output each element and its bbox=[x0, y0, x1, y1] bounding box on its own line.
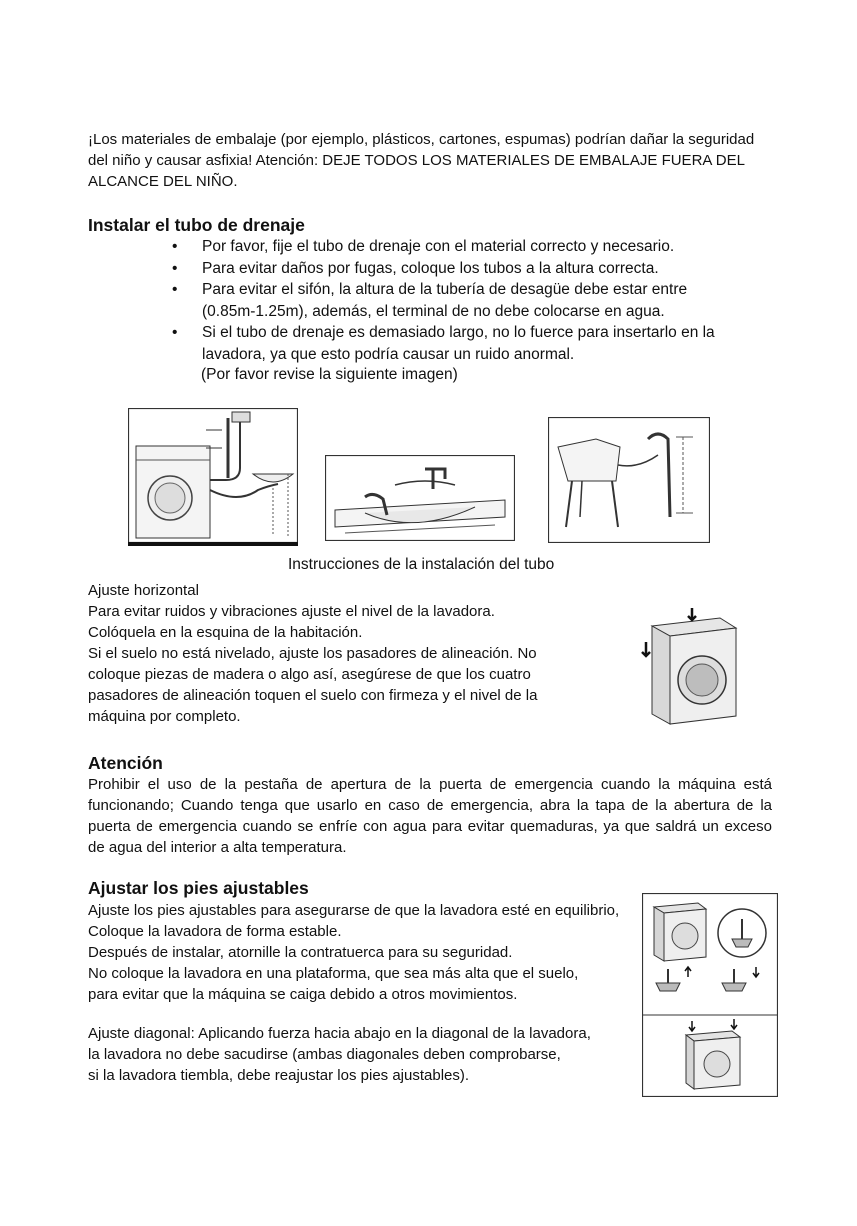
list-item bbox=[172, 258, 772, 280]
warning-line: del niño y causar asfixia! Atención: DEJE TODOS LOS MATERIALES DE EMBALAJE FUERA DEL bbox=[88, 152, 745, 169]
drain-standpipe-illustration bbox=[128, 408, 298, 550]
diagonal-line: Ajuste diagonal: Aplicando fuerza hacia abajo en la diagonal de la lavadora, bbox=[88, 1025, 591, 1042]
list-item-text: Para evitar daños por fugas, coloque los tubos a la altura correcta. bbox=[202, 259, 659, 277]
feet-line: para evitar que la máquina se caiga debido a otros movimientos. bbox=[88, 986, 518, 1003]
drain-sink-illustration bbox=[325, 455, 515, 541]
list-item-text: Si el tubo de drenaje es demasiado largo, no lo fuerce para insertarlo en la bbox=[202, 324, 715, 341]
bullet-glyph: • bbox=[172, 238, 178, 255]
list-item bbox=[172, 279, 772, 322]
horizontal-heading: Ajuste horizontal bbox=[88, 582, 199, 599]
packaging-warning bbox=[88, 129, 788, 192]
attention-line: Prohibir el uso de la pestaña de apertura de la puerta de emergencia cuando la máquina está bbox=[88, 776, 772, 793]
warning-line: ALCANCE DEL NIÑO. bbox=[88, 173, 238, 190]
feet-line: Ajuste los pies ajustables para asegurarse de que la lavadora esté en equilibrio, bbox=[88, 902, 620, 919]
feet-section-title: Ajustar los pies ajustables bbox=[88, 878, 309, 898]
drain-laundry-tub-illustration bbox=[548, 417, 710, 543]
warning-line: ¡Los materiales de embalaje (por ejemplo, plásticos, cartones, espumas) podrían dañar la seguridad bbox=[88, 131, 755, 148]
drain-section-title: Instalar el tubo de drenaje bbox=[88, 215, 305, 235]
feet-line: Coloque la lavadora de forma estable. bbox=[88, 923, 342, 940]
list-item-text: Por favor, fije el tubo de drenaje con el material correcto y necesario. bbox=[202, 238, 675, 255]
diagonal-line: si la lavadora tiembla, debe reajustar los pies ajustables). bbox=[88, 1067, 470, 1084]
horizontal-line: pasadores de alineación toquen el suelo con firmeza y el nivel de la bbox=[88, 687, 538, 704]
diagonal-paragraph bbox=[88, 1023, 638, 1086]
drain-note: (Por favor revise la siguiente imagen) bbox=[201, 366, 458, 383]
attention-title: Atención bbox=[88, 753, 163, 773]
horizontal-line: máquina por completo. bbox=[88, 708, 241, 725]
attention-line: de agua del interior a alta temperatura. bbox=[88, 839, 347, 856]
horizontal-adjustment bbox=[88, 580, 608, 727]
feet-line: No coloque la lavadora en una plataforma, que sea más alta que el suelo, bbox=[88, 965, 579, 982]
horizontal-line: Para evitar ruidos y vibraciones ajuste el nivel de la lavadora. bbox=[88, 603, 495, 620]
level-washer-illustration bbox=[640, 606, 740, 730]
list-item bbox=[172, 236, 772, 258]
diagonal-line: la lavadora no debe sacudirse (ambas diagonales deben comprobarse, bbox=[88, 1046, 561, 1063]
figure-caption: Instrucciones de la instalación del tubo bbox=[288, 556, 555, 573]
drain-instructions-list bbox=[172, 236, 772, 365]
list-item-text: lavadora, ya que esto podría causar un ruido anormal. bbox=[202, 345, 575, 363]
horizontal-line: Si el suelo no está nivelado, ajuste los pasadores de alineación. No bbox=[88, 645, 537, 662]
horizontal-line: Colóquela en la esquina de la habitación. bbox=[88, 624, 363, 641]
list-item-text: Para evitar el sifón, la altura de la tubería de desagüe debe estar entre bbox=[202, 281, 688, 298]
adjustable-feet-illustration bbox=[642, 893, 778, 1097]
bullet-glyph: • bbox=[172, 324, 178, 341]
bullet-glyph: • bbox=[172, 281, 178, 298]
attention-line: funcionando; Cuando tenga que usarlo en caso de emergencia, abra la tapa de la abertura de la bbox=[88, 797, 772, 814]
bullet-glyph: • bbox=[172, 259, 178, 277]
attention-paragraph bbox=[88, 774, 772, 858]
list-item-text: (0.85m-1.25m), además, el terminal de no debe colocarse en agua. bbox=[202, 302, 665, 320]
feet-line: Después de instalar, atornille la contratuerca para su seguridad. bbox=[88, 944, 513, 961]
feet-paragraph bbox=[88, 900, 638, 1005]
horizontal-line: coloque piezas de madera o algo así, asegúrese de que los cuatro bbox=[88, 666, 531, 683]
attention-line: puerta de emergencia cuando se enfríe con agua para evitar quemaduras, ya que saldrá un exceso bbox=[88, 818, 772, 835]
list-item bbox=[172, 322, 772, 365]
